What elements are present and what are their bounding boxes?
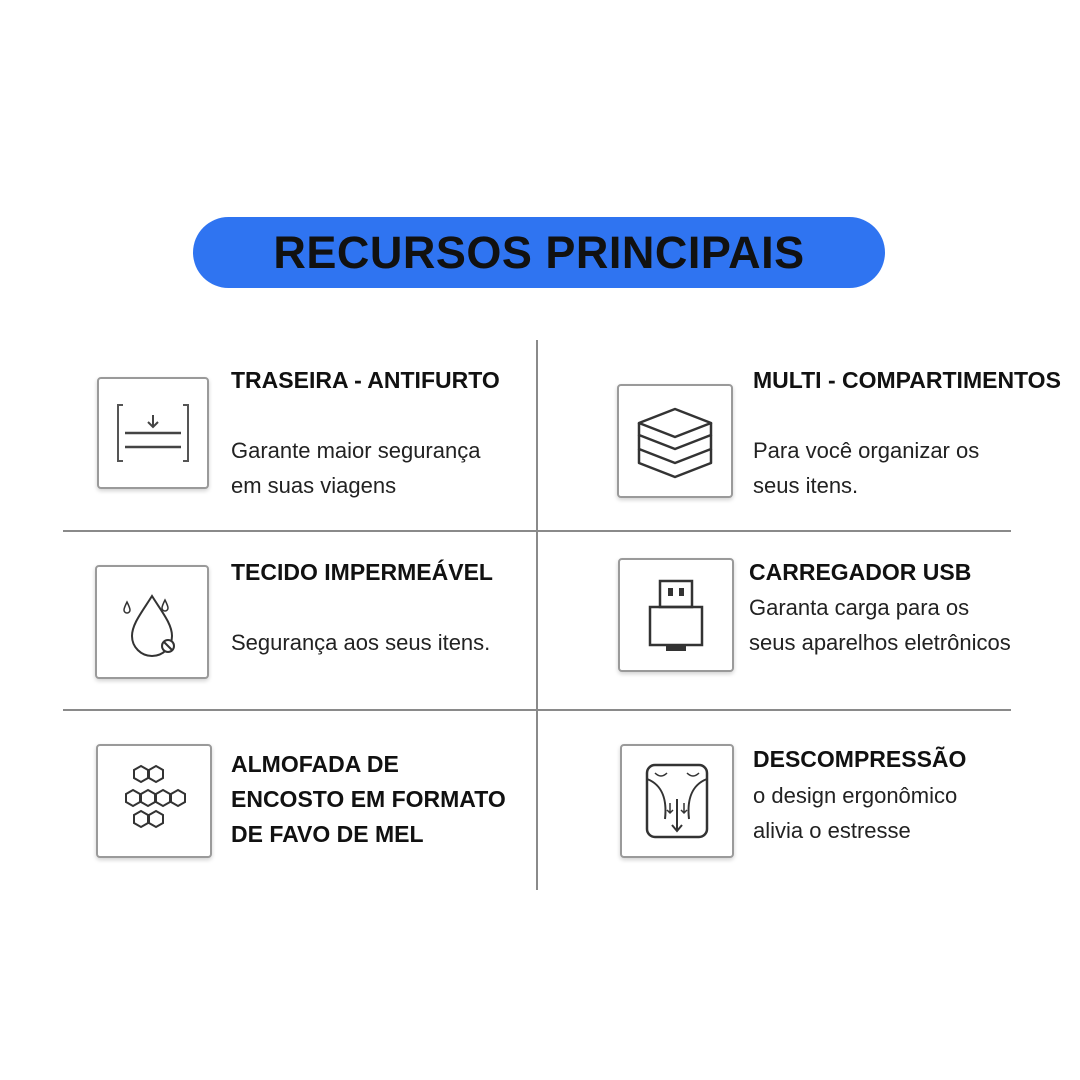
feature-title: TECIDO IMPERMEÁVEL <box>231 559 493 585</box>
feature-description: Garante maior segurança em suas viagens <box>231 438 481 498</box>
title-banner <box>193 217 885 288</box>
feature-title: ALMOFADA DE ENCOSTO EM FORMATO DE FAVO DE MEL <box>231 751 506 847</box>
decompression-icon <box>620 744 734 858</box>
usb-connector-icon <box>618 558 734 672</box>
feature-description: Segurança aos seus itens. <box>231 630 491 655</box>
feature-title: CARREGADOR USB <box>749 559 972 585</box>
feature-description: Garanta carga para os seus aparelhos eletrônicos <box>749 595 1011 655</box>
water-drop-icon <box>95 565 209 679</box>
feature-title: MULTI - COMPARTIMENTOS <box>753 367 1061 393</box>
grid-divider-vertical <box>536 340 538 890</box>
feature-description: o design ergonômico alivia o estresse <box>753 783 958 843</box>
anti-theft-pocket-icon <box>97 377 209 489</box>
grid-divider-horizontal <box>63 709 1011 711</box>
honeycomb-icon <box>96 744 212 858</box>
feature-description: Para você organizar os seus itens. <box>753 438 980 498</box>
feature-title: DESCOMPRESSÃO <box>753 746 967 772</box>
feature-title: TRASEIRA - ANTIFURTO <box>231 367 500 393</box>
stacked-layers-icon <box>617 384 733 498</box>
page-title: RECURSOS PRINCIPAIS <box>273 226 805 278</box>
grid-divider-horizontal <box>63 530 1011 532</box>
